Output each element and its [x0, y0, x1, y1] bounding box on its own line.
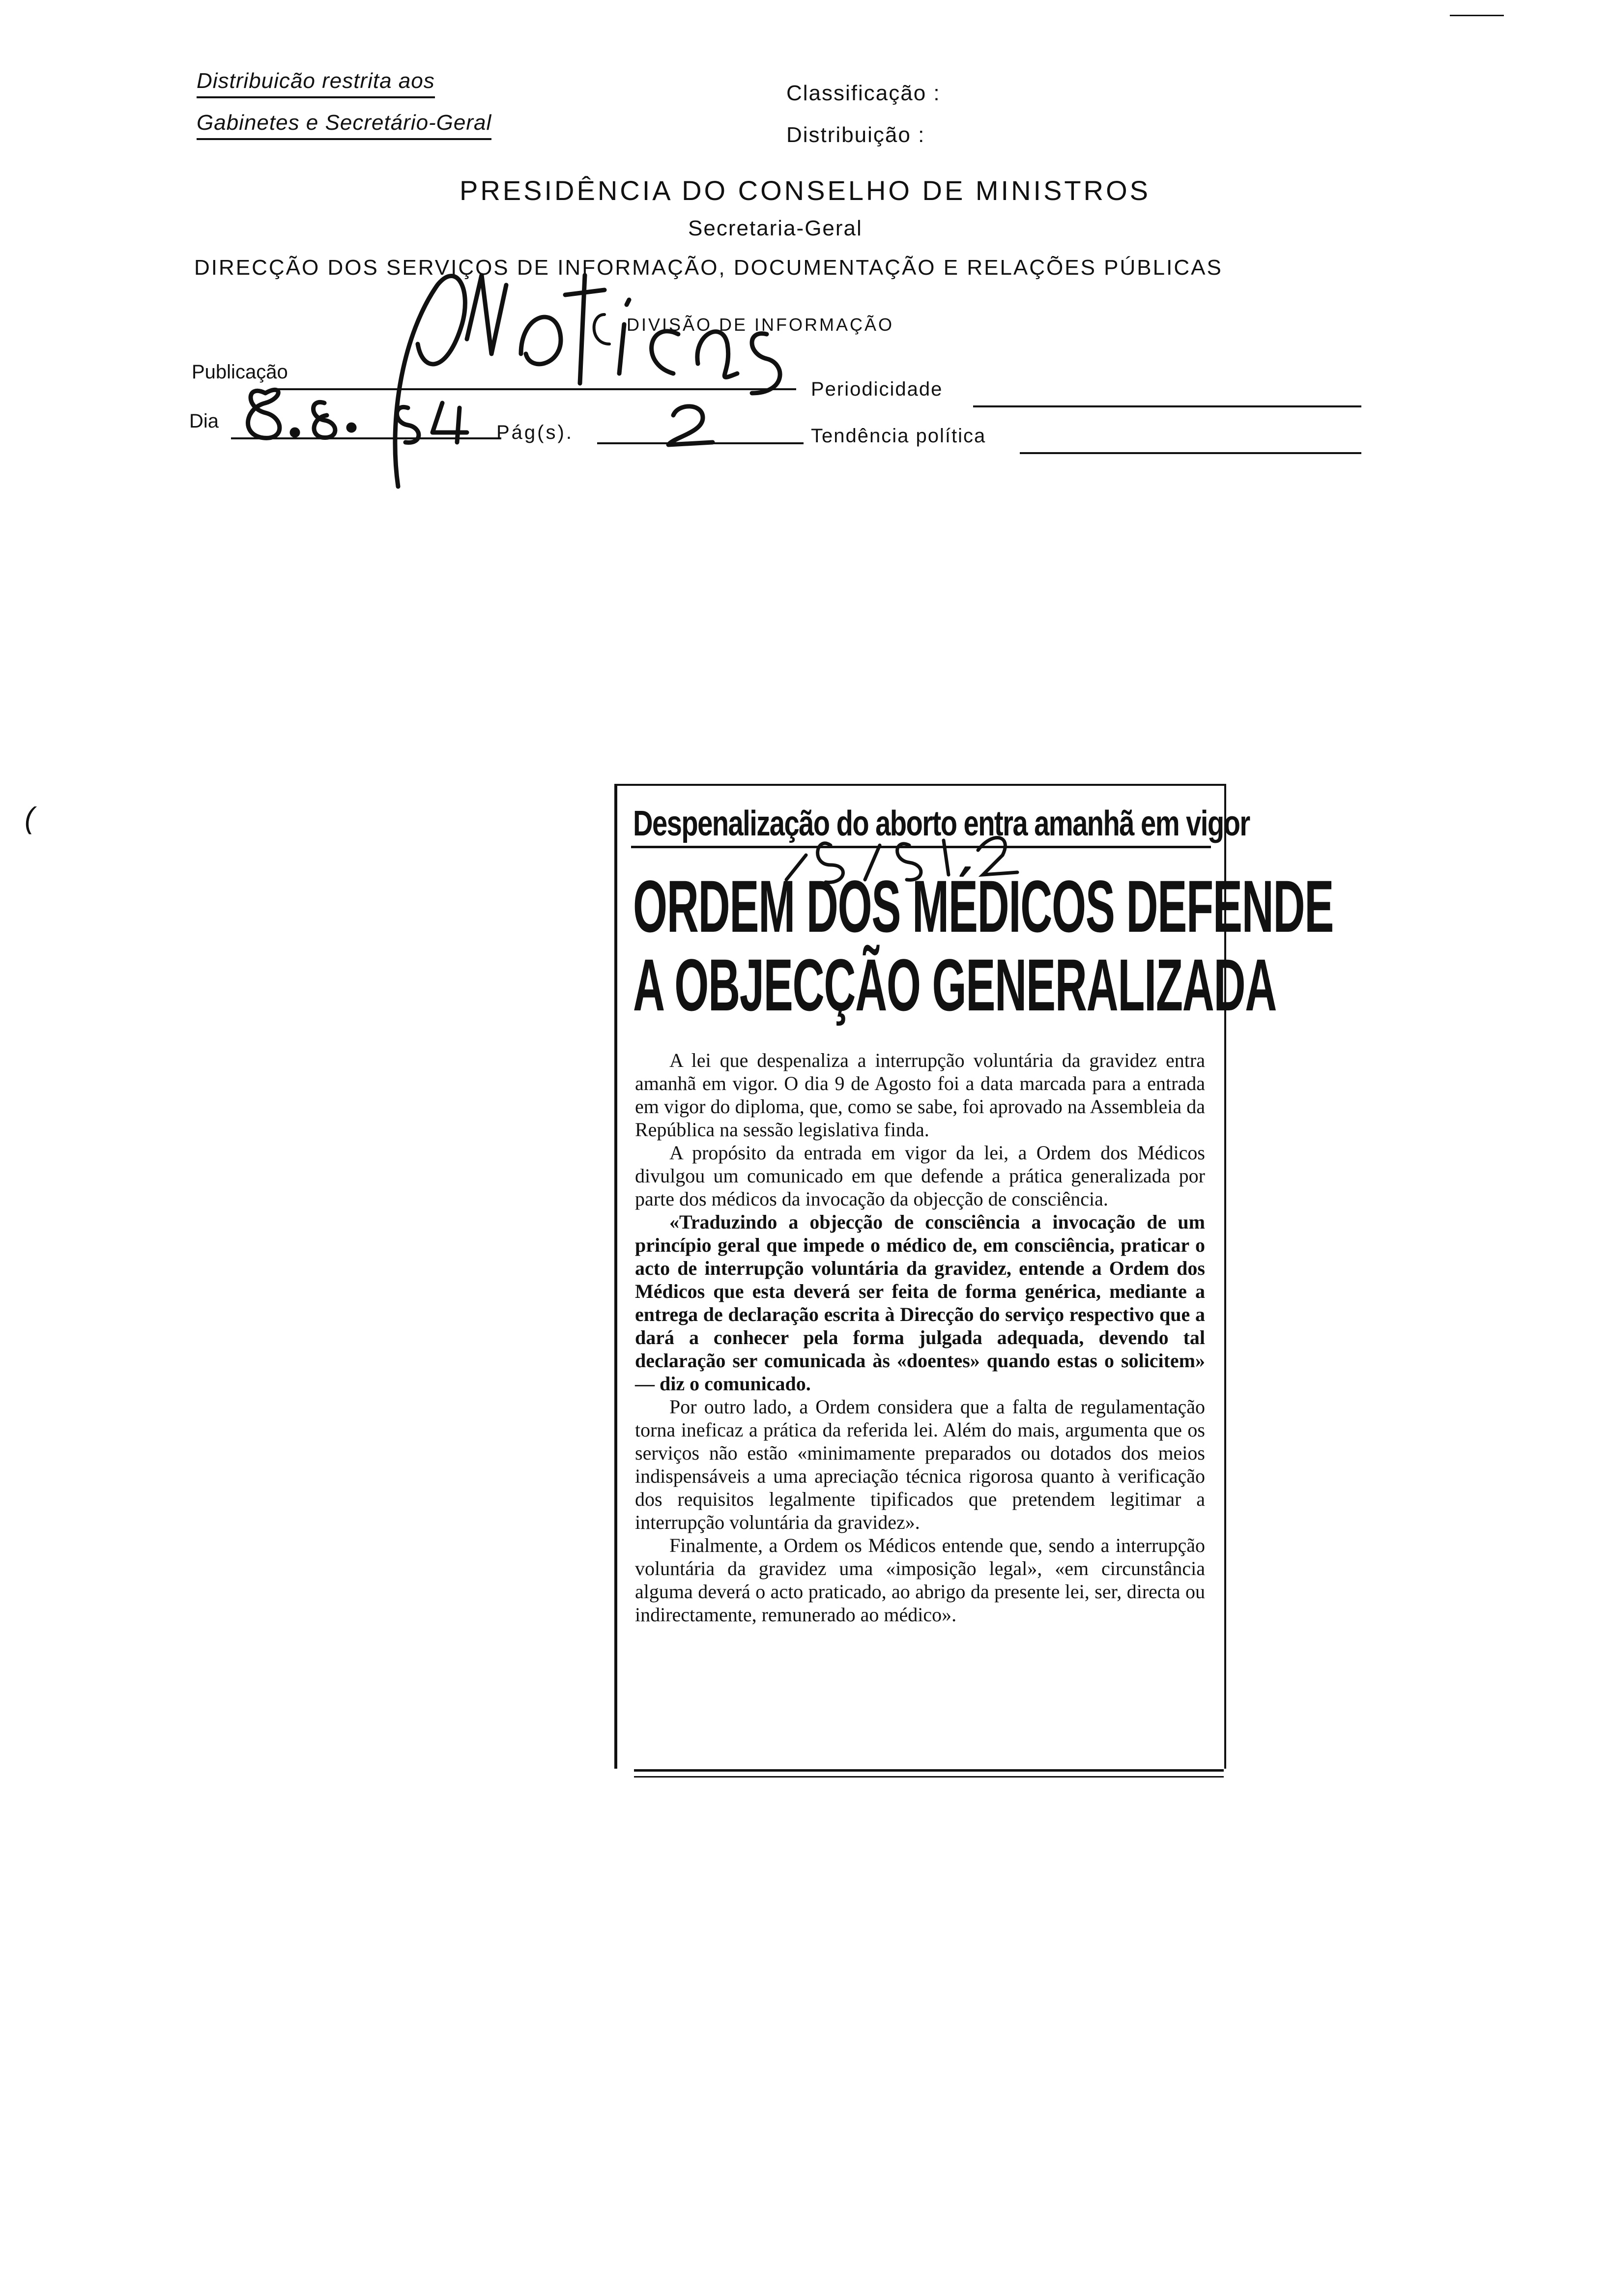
clip-date-stroke1 [786, 843, 843, 883]
presidency-title: PRESIDÊNCIA DO CONSELHO DE MINISTROS [460, 175, 1151, 206]
secretariat-title: Secretaria-Geral [688, 216, 863, 240]
publicacao-label: Publicação [192, 361, 288, 383]
clip-date-stroke3 [944, 838, 1017, 875]
distribuicao-label: Distribuição : [786, 123, 925, 147]
pags-label: Pág(s). [496, 422, 574, 443]
division-title: DIVISÃO DE INFORMAÇÃO [627, 315, 894, 335]
classificacao-label: Classificação : [786, 81, 941, 105]
tendencia-label: Tendência política [811, 425, 986, 447]
headline-line1: ORDEM DOS MÉDICOS DEFENDE [633, 865, 1334, 947]
distribution-note-line2: Gabinetes e Secretário-Geral [197, 111, 491, 140]
headline-line2: A OBJECÇÃO GENERALIZADA [633, 944, 1277, 1026]
article-paragraph: Finalmente, a Ordem os Médicos entende que, sendo a interrupção voluntária da gravidez uma «imposição legal», «em circunstância alguma deverá o acto praticado, ao abrigo da presente lei, ser, directa ou indirectamente, remunerado ao médico». [635, 1534, 1205, 1626]
distribution-note-line1: Distribuicão restrita aos [197, 69, 435, 98]
directorate-title: DIRECÇÃO DOS SERVIÇOS DE INFORMAÇÃO, DOCUMENTAÇÃO E RELAÇÕES PÚBLICAS [194, 256, 1223, 280]
article-paragraph: Por outro lado, a Ordem considera que a falta de regulamentação torna ineficaz a prática da referida lei. Além do mais, argumenta que os serviços não estão «minimamente preparados ou dotados dos meios indispensáveis a uma apreciação técnica rigorosa quanto à verificação dos requisitos legalmente tipificados que pretendem legitimar a interrupção voluntária da gravidez». [635, 1396, 1205, 1533]
article-paragraph: «Traduzindo a objecção de consciência a invocação de um princípio geral que impede o médico de, em consciência, praticar o acto de interrupção voluntária da gravidez, entende a Ordem dos Médicos que esta deverá ser feita de forma genérica, mediante a entrega de declaração escrita à Direcção do serviço respectivo que a dará a conhecer pela forma julgada adequada, devendo tal declaração ser comunicada às «doentes» quando estas o solicitem» — diz o comunicado. [635, 1211, 1205, 1395]
article-kicker: Despenalização do aborto entra amanhã em vigor [633, 804, 1250, 843]
stray-line [1450, 15, 1504, 16]
dia-label: Dia [189, 410, 219, 432]
stray-mark: ( [25, 802, 34, 834]
clip-date-stroke2 [865, 844, 921, 880]
article-paragraph: A propósito da entrada em vigor da lei, a Ordem dos Médicos divulgou um comunicado em que defende a prática generalizada por parte dos médicos da invocação da objecção de consciência. [635, 1142, 1205, 1210]
article-paragraph: A lei que despenaliza a interrupção voluntária da gravidez entra amanhã em vigor. O dia 9 de Agosto foi a data marcada para a entrada em vigor do diploma, que, como se sabe, foi aprovado na Assembleia da República na sessão legislativa finda. [635, 1049, 1205, 1141]
periodicidade-label: Periodicidade [811, 378, 943, 400]
